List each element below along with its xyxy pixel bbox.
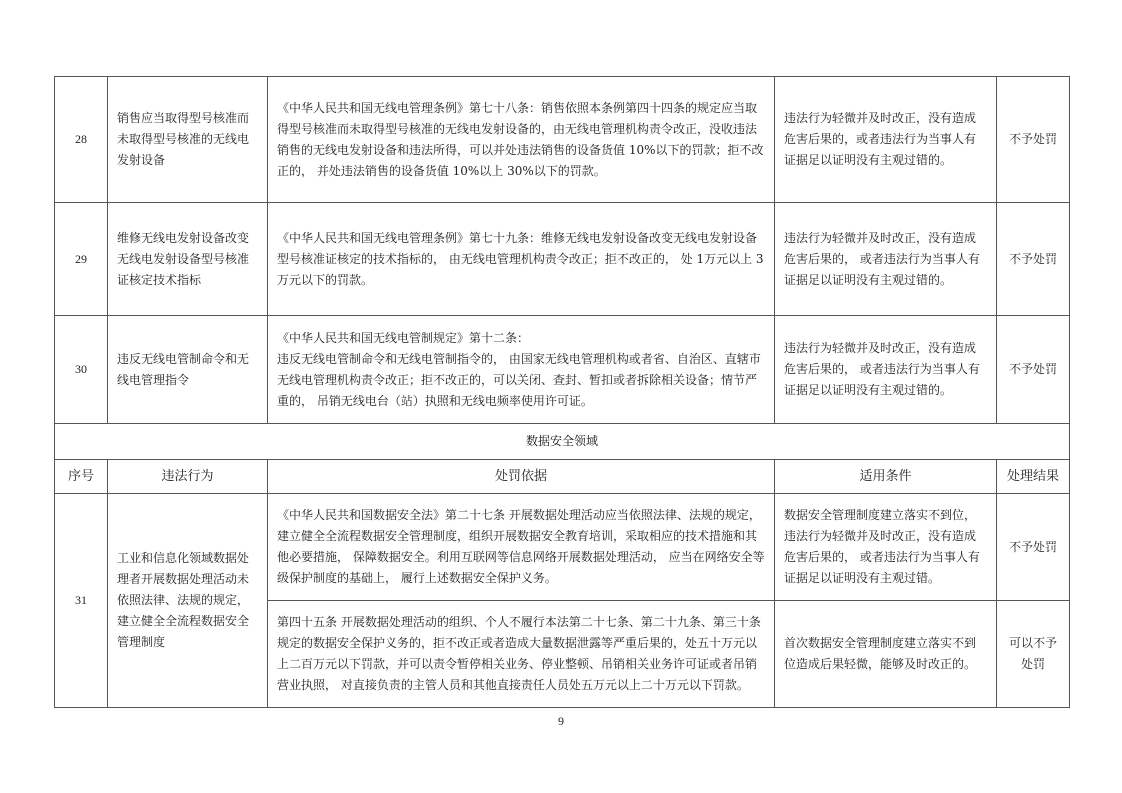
condition-cell: 违法行为轻微并及时改正，没有造成危害后果的，或者违法行为当事人有证据足以证明没有主观过错的。 bbox=[775, 77, 997, 203]
header-result: 处理结果 bbox=[997, 460, 1070, 494]
condition-cell: 数据安全管理制度建立落实不到位， 违法行为轻微并及时改正，没有造成危害后果的， 或者违法行为当事人有证据足以证明没有主观过错。 bbox=[775, 494, 997, 601]
violation-cell: 违反无线电管制命令和无线电管理指令 bbox=[108, 316, 268, 424]
row-number: 31 bbox=[55, 494, 108, 708]
penalty-basis-cell: 第四十五条 开展数据处理活动的组织、个人不履行本法第二十七条、第二十九条、第三十条规定的数据安全保护义务的，拒不改正或者造成大量数据泄露等严重后果的，处五十万元以上二百万元以下罚款，并可以责令暂停相关业务、停业整顿、吊销相关业务许可证或者吊销营业执照， 对直接负责的主管人员和其他直接责任人员处五万元以上二十万元以下罚款。 bbox=[268, 601, 775, 708]
condition-cell: 违法行为轻微并及时改正，没有造成危害后果的， 或者违法行为当事人有证据足以证明没有主观过错的。 bbox=[775, 203, 997, 316]
penalty-basis-cell bbox=[268, 316, 775, 424]
header-basis: 处罚依据 bbox=[268, 460, 775, 494]
penalty-basis-cell: 《中华人民共和国无线电管理条例》第七十八条：销售依照本条例第四十四条的规定应当取得型号核准而未取得型号核准的无线电发射设备的，由无线电管理机构责令改正，没收违法销售的无线电发射设备和违法所得，可以并处违法销售的设备货值 10%以下的罚款；拒不改正的， 并处违法销售的设备货值 10%以上 30%以下的罚款。 bbox=[268, 77, 775, 203]
result-cell: 不予处罚 bbox=[997, 494, 1070, 601]
penalty-basis-cell: 《中华人民共和国数据安全法》第二十七条 开展数据处理活动应当依照法律、法规的规定， 建立健全全流程数据安全管理制度，组织开展数据安全教育培训，采取相应的技术措施和其他必要措施， 保障数据安全。利用互联网等信息网络开展数据处理活动， 应当在网络安全等级保护制度的基础上， 履行上述数据安全保护义务。 bbox=[268, 494, 775, 601]
condition-cell: 违法行为轻微并及时改正，没有造成危害后果的， 或者违法行为当事人有证据足以证明没有主观过错的。 bbox=[775, 316, 997, 424]
result-cell: 可以不予处罚 bbox=[997, 601, 1070, 708]
table-row bbox=[55, 203, 1070, 316]
header-violation: 违法行为 bbox=[108, 460, 268, 494]
violation-cell: 维修无线电发射设备改变无线电发射设备型号核准证核定技术指标 bbox=[108, 203, 268, 316]
result-cell: 不予处罚 bbox=[997, 203, 1070, 316]
penalty-table bbox=[54, 76, 1070, 708]
basis-text: 违反无线电管制命令和无线电管制指令的， 由国家无线电管理机构或者省、自治区、直辖市无线电管理机构责令改正；拒不改正的，可以关闭、查封、暂扣或者拆除相关设备；情节严重的， 吊销无线电台（站）执照和无线电频率使用许可证。 bbox=[277, 351, 761, 408]
row-number: 30 bbox=[55, 316, 108, 424]
row-number: 29 bbox=[55, 203, 108, 316]
table-row bbox=[55, 494, 1070, 601]
result-cell: 不予处罚 bbox=[997, 77, 1070, 203]
basis-title: 《中华人民共和国无线电管制规定》第十二条： bbox=[277, 330, 530, 345]
header-number: 序号 bbox=[55, 460, 108, 494]
penalty-basis-cell: 《中华人民共和国无线电管理条例》第七十九条：维修无线电发射设备改变无线电发射设备型号核准证核定的技术指标的， 由无线电管理机构责令改正；拒不改正的， 处 1万元以上 3万元以下的罚款。 bbox=[268, 203, 775, 316]
violation-cell: 销售应当取得型号核准而未取得型号核准的无线电发射设备 bbox=[108, 77, 268, 203]
condition-cell: 首次数据安全管理制度建立落实不到位造成后果轻微，能够及时改正的。 bbox=[775, 601, 997, 708]
table-row bbox=[55, 316, 1070, 424]
section-row bbox=[55, 424, 1070, 460]
result-cell: 不予处罚 bbox=[997, 316, 1070, 424]
table-header-row bbox=[55, 460, 1070, 494]
table-row bbox=[55, 77, 1070, 203]
header-condition: 适用条件 bbox=[775, 460, 997, 494]
section-title: 数据安全领域 bbox=[55, 424, 1070, 460]
violation-cell: 工业和信息化领域数据处理者开展数据处理活动未依照法律、法规的规定， 建立健全全流程数据安全管理制度 bbox=[108, 494, 268, 708]
row-number: 28 bbox=[55, 77, 108, 203]
page-number: 9 bbox=[558, 714, 564, 728]
